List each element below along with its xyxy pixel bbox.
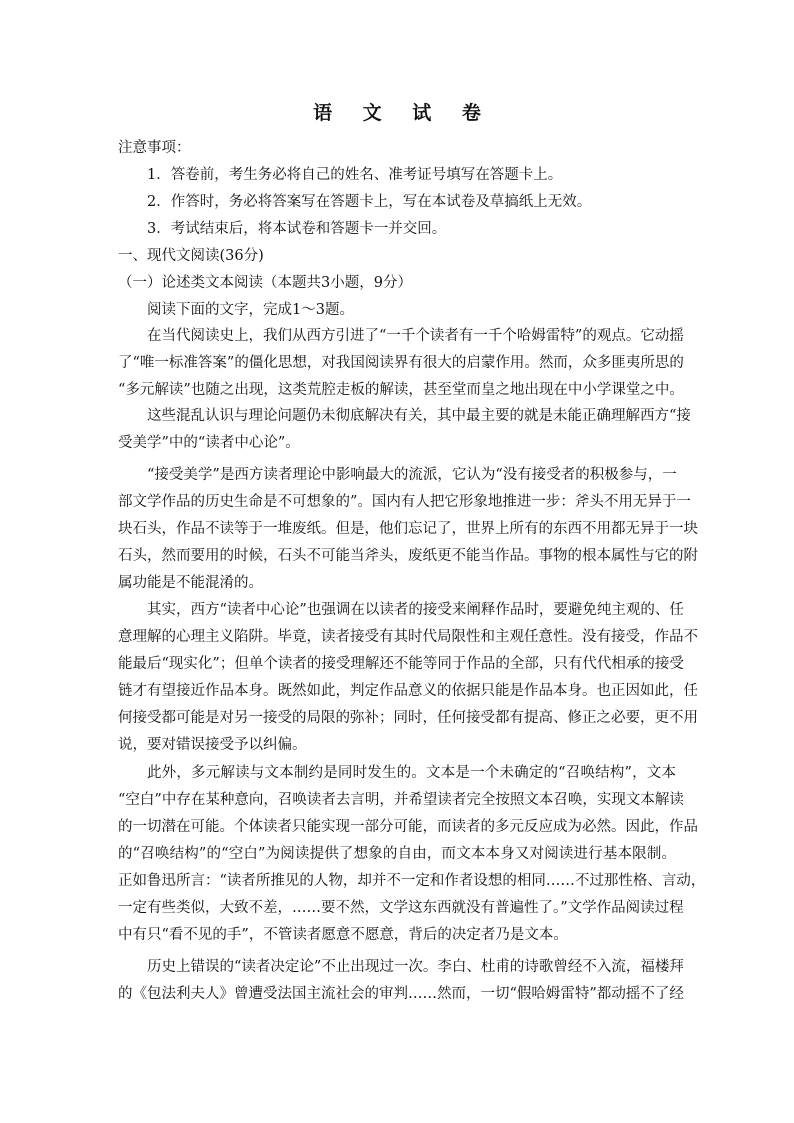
paragraph-line: 意理解的心理主义陷阱。毕竟，读者接受有其时代局限性和主观任意性。没有接受，作品不 — [118, 629, 698, 645]
paragraph-line: 说，要对错误接受予以纠偏。 — [118, 737, 307, 753]
paragraph-line: 在当代阅读史上，我们从西方引进了“一千个读者有一千个哈姆雷特”的观点。它动摇 — [147, 328, 684, 344]
notice-item: 3．考试结束后，将本试卷和答题卡一并交回。 — [147, 221, 447, 237]
paragraph-line: 中有只“看不见的手”，不管读者愿意不愿意，背后的决定者乃是文本。 — [118, 927, 568, 943]
paragraph-line: 属功能是不能混淆的。 — [118, 575, 263, 591]
paragraph-line: 能最后“现实化”；但单个读者的接受理解还不能等同于作品的全部，只有代代相承的接受 — [118, 656, 684, 672]
paragraph-line: 部文学作品的历史生命是不可想象的”。国内有人把它形象地推进一步：斧头不用无异于一 — [118, 494, 691, 510]
paragraph-line: 这些混乱认识与理论问题仍未彻底解决有关，其中最主要的就是未能正确理解西方“接 — [147, 408, 691, 424]
paragraph-line: 正如鲁迅所言：“读者所推见的人物，却并不一定和作者设想的相同……不过那性格、言动， — [118, 873, 706, 889]
paragraph-line: 何接受都可能是对另一接受的局限的弥补；同时，任何接受都有提高、修正之必要，更不用 — [118, 710, 698, 726]
notice-item: 1．答卷前，考生务必将自己的姓名、准考证号填写在答题卡上。 — [147, 167, 563, 183]
paragraph-line: 石头，然而要用的时候，石头不可能当斧头，废纸更不能当作品。事物的根本属性与它的附 — [118, 548, 698, 564]
paragraph-line: 一定有些类似，大致不差，……要不然，文学这东西就没有普遍性了。”文学作品阅读过程 — [118, 900, 684, 916]
paragraph-line: 历史上错误的“读者决定论”不止出现过一次。李白、杜甫的诗歌曾经不入流，福楼拜 — [147, 959, 684, 975]
page-title: 语 文 试 卷 — [313, 102, 493, 124]
paragraph-line: 的一切潜在可能。个体读者只能实现一部分可能，而读者的多元反应成为必然。因此，作品 — [118, 819, 698, 835]
subsection-heading: （一）论述类文本阅读（本题共3小题，9分） — [118, 275, 412, 291]
paragraph-line: 其实，西方“读者中心论”也强调在以读者的接受来阐释作品时，要避免纯主观的、任 — [147, 602, 684, 618]
paragraph-line: 链才有望接近作品本身。既然如此，判定作品意义的依据只能是作品本身。也正因如此，任 — [118, 683, 698, 699]
paragraph-line: 了“唯一标准答案”的僵化思想，对我国阅读界有很大的启蒙作用。然而，众多匪夷所思的 — [118, 355, 684, 371]
paragraph-line: 此外，多元解读与文本制约是同时发生的。文本是一个未确定的“召唤结构”，文本 — [147, 765, 676, 781]
instruction-text: 阅读下面的文字，完成1～3题。 — [147, 302, 354, 318]
paragraph-line: “多元解读”也随之出现，这类荒腔走板的解读，甚至堂而皇之地出现在中小学课堂之中。 — [118, 382, 684, 398]
paragraph-line: “空白”中存在某种意向，召唤读者去言明，并希望读者完全按照文本召唤，实现文本解读 — [118, 792, 684, 808]
notice-item: 2．作答时，务必将答案写在答题卡上，写在本试卷及草搞纸上无效。 — [147, 194, 592, 210]
paragraph-line: 受美学”中的“读者中心论”。 — [118, 435, 300, 451]
paragraph-line: 的《包法利夫人》曾遭受法国主流社会的审判……然而，一切“假哈姆雷特”都动摇不了经 — [118, 986, 684, 1002]
paragraph-line: 块石头，作品不读等于一堆废纸。但是，他们忘记了，世界上所有的东西不用都无异于一块 — [118, 521, 698, 537]
notice-heading: 注意事项： — [118, 140, 191, 156]
paragraph-line: “接受美学”是西方读者理论中影响最大的流派，它认为“没有接受者的积极参与，一 — [147, 467, 677, 483]
section-heading: 一、现代文阅读(36分) — [118, 248, 264, 264]
paragraph-line: 的“召唤结构”的“空白”为阅读提供了想象的自由，而文本本身又对阅读进行基本限制。 — [118, 846, 676, 862]
